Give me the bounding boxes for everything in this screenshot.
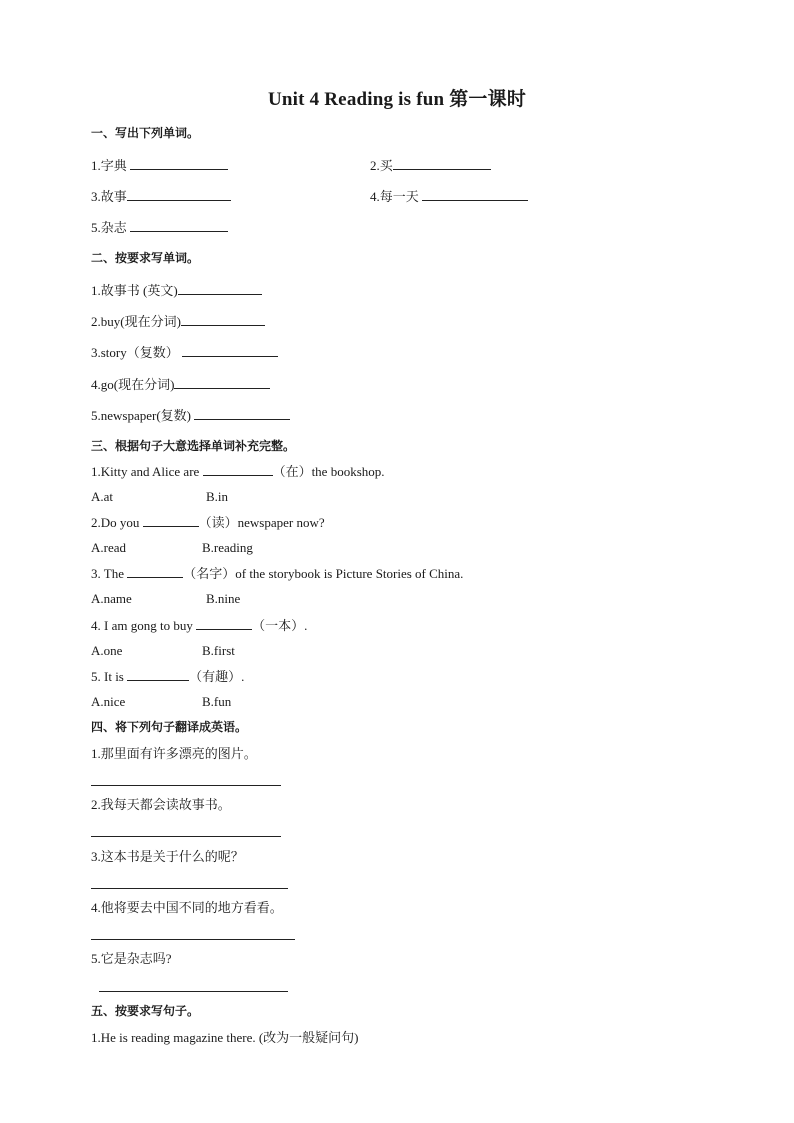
s3-question-1: [91, 463, 385, 480]
s1-item-5: [91, 219, 228, 236]
s3-q3-text: 3. The: [91, 566, 128, 581]
s1-item-1-blank[interactable]: [130, 157, 228, 170]
section-1-heading: 一、写出下列单词。: [91, 126, 200, 140]
s3-q4-text-after: （一本）.: [252, 618, 308, 633]
s3-question-2: [91, 514, 325, 531]
s3-q4-blank[interactable]: [196, 617, 252, 630]
s3-q1-option-b[interactable]: B.in: [206, 489, 229, 504]
s3-question-5: [91, 668, 244, 685]
s2-item-4: [91, 376, 270, 393]
s3-q2-option-b[interactable]: B.reading: [202, 540, 253, 555]
s2-item-2-label: 2.buy(现在分词): [91, 314, 181, 329]
s4-item-5: 5.它是杂志吗?: [91, 951, 172, 966]
s3-q3-option-a[interactable]: A.name: [91, 591, 132, 606]
s2-item-5-blank[interactable]: [194, 407, 290, 420]
s1-item-2-blank[interactable]: [393, 157, 491, 170]
s2-item-2-blank[interactable]: [181, 313, 265, 326]
s3-q2-option-a[interactable]: A.read: [91, 540, 127, 555]
s3-q5-option-a[interactable]: A.nice: [91, 694, 126, 709]
s2-item-4-blank[interactable]: [174, 376, 270, 389]
s3-q1-text-after: （在）the bookshop.: [272, 464, 385, 479]
s1-item-5-blank[interactable]: [130, 219, 228, 232]
s2-item-3-label: 3.story（复数）: [91, 345, 179, 360]
page-title: Unit 4 Reading is fun 第一课时: [267, 89, 527, 110]
s1-item-1: [91, 157, 228, 174]
s2-item-3-blank[interactable]: [182, 344, 278, 357]
s3-q5-text-after: （有趣）.: [189, 669, 245, 684]
section-5-heading: 五、按要求写句子。: [91, 1004, 200, 1018]
s2-item-1: [91, 282, 262, 299]
s4-item-1-answer-line[interactable]: [91, 785, 281, 786]
s3-question-3: [91, 565, 463, 582]
section-3-heading: 三、根据句子大意选择单词补充完整。: [91, 439, 296, 453]
s1-item-1-label: 1.字典: [91, 158, 131, 173]
s5-item-1: 1.He is reading magazine there. (改为一般疑问句): [91, 1030, 359, 1045]
s1-item-2: [370, 157, 491, 174]
s1-item-4: [370, 188, 528, 205]
s4-item-2: 2.我每天都会读故事书。: [91, 797, 231, 812]
s3-q5-blank[interactable]: [127, 668, 189, 681]
s4-item-4: 4.他将要去中国不同的地方看看。: [91, 900, 283, 915]
s1-item-4-blank[interactable]: [422, 188, 528, 201]
s3-q1-option-a[interactable]: A.at: [91, 489, 114, 504]
s2-item-1-blank[interactable]: [178, 282, 262, 295]
s2-item-5-label: 5.newspaper(复数): [91, 408, 195, 423]
s2-item-3: [91, 344, 278, 361]
s4-item-3-answer-line[interactable]: [91, 888, 288, 889]
s3-q1-blank[interactable]: [203, 463, 273, 476]
s3-q5-text: 5. It is: [91, 669, 128, 684]
s3-q3-blank[interactable]: [127, 565, 183, 578]
s2-item-5: [91, 407, 290, 424]
s1-item-4-label: 4.每一天: [370, 189, 423, 204]
s1-item-5-label: 5.杂志: [91, 220, 131, 235]
s3-q3-text-after: （名字）of the storybook is Picture Stories of China.: [183, 566, 464, 581]
s4-item-3: 3.这本书是关于什么的呢？: [91, 849, 244, 864]
s3-question-4: [91, 617, 307, 634]
s3-q5-option-b[interactable]: B.fun: [202, 694, 232, 709]
s3-q2-text-after: （读）newspaper now?: [198, 515, 325, 530]
s3-q1-text: 1.Kitty and Alice are: [91, 464, 203, 479]
s1-item-3-label: 3.故事: [91, 189, 127, 204]
s2-item-2: [91, 313, 265, 330]
s2-item-4-label: 4.go(现在分词): [91, 377, 175, 392]
s3-q2-blank[interactable]: [143, 514, 199, 527]
s1-item-3-blank[interactable]: [127, 188, 231, 201]
s1-item-3: [91, 188, 231, 205]
s1-item-2-label: 2.买: [370, 158, 393, 173]
s4-item-4-answer-line[interactable]: [91, 939, 295, 940]
s4-item-2-answer-line[interactable]: [91, 836, 281, 837]
s3-q2-text: 2.Do you: [91, 515, 143, 530]
s2-item-1-label: 1.故事书 (英文): [91, 283, 178, 298]
s4-item-1: 1.那里面有许多漂亮的图片。: [91, 746, 257, 761]
s4-item-5-answer-line[interactable]: [99, 991, 288, 992]
s3-q3-option-b[interactable]: B.nine: [206, 591, 241, 606]
s3-q4-option-b[interactable]: B.first: [202, 643, 235, 658]
section-2-heading: 二、按要求写单词。: [91, 251, 200, 265]
s3-q4-text: 4. I am gong to buy: [91, 618, 197, 633]
section-4-heading: 四、将下列句子翻译成英语。: [91, 720, 248, 734]
s3-q4-option-a[interactable]: A.one: [91, 643, 123, 658]
